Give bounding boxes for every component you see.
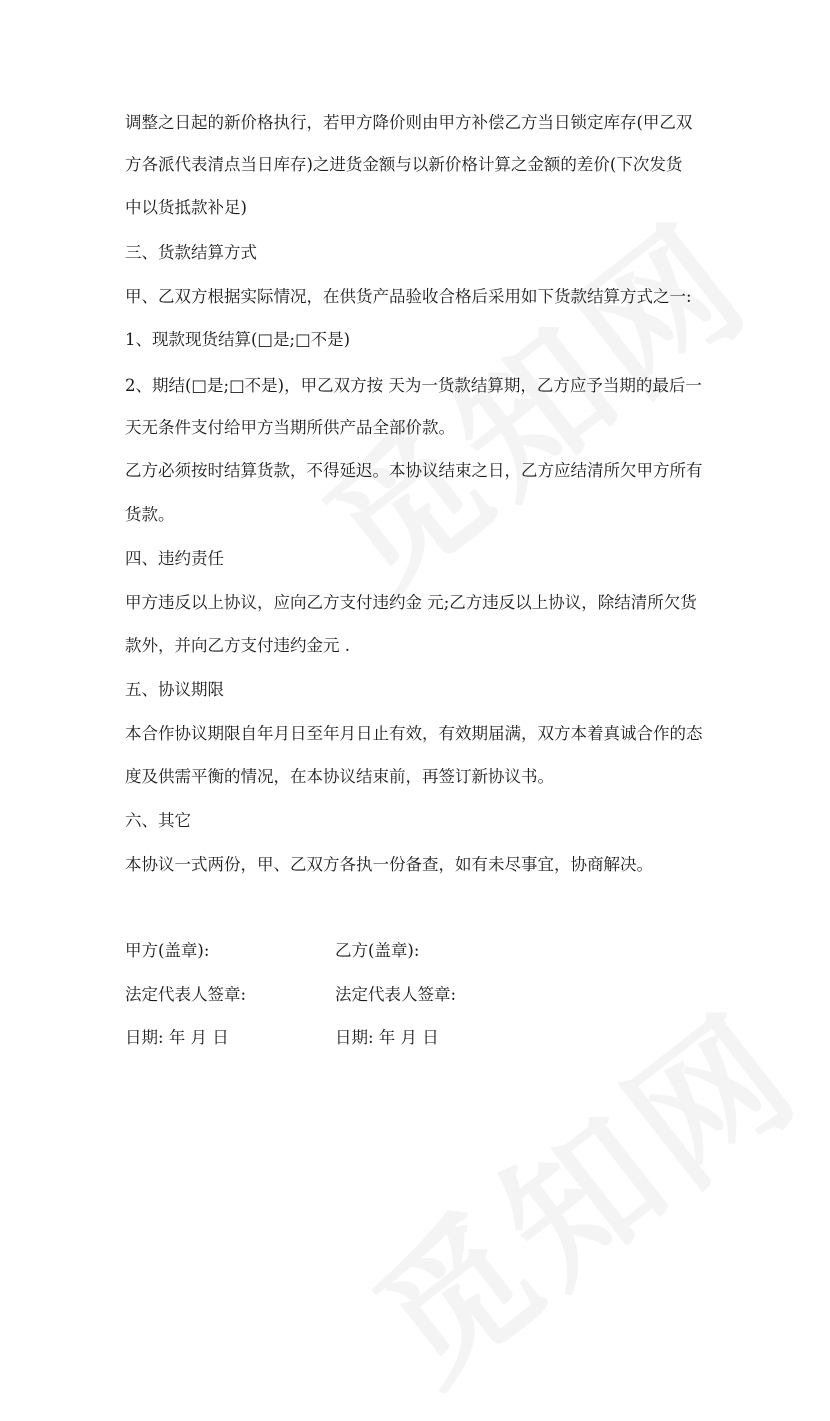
body-line: 乙方必须按时结算货款，不得延迟。本协议结束之日，乙方应结清所欠甲方所有 <box>125 461 703 480</box>
party-b-representative: 法定代表人签章: <box>335 985 457 1004</box>
section-heading: 五、协议期限 <box>125 680 224 699</box>
party-a-seal: 甲方(盖章): <box>125 941 210 960</box>
body-line: 货款。 <box>125 505 175 524</box>
watermark <box>274 165 785 631</box>
body-line: 天无条件支付给甲方当期所供产品全部价款。 <box>125 418 455 437</box>
party-b-date: 日期: 年 月 日 <box>335 1028 439 1047</box>
body-line: 度及供需平衡的情况，在本协议结束前，再签订新协议书。 <box>125 767 554 786</box>
body-line: 甲方违反以上协议，应向乙方支付违约金 元;乙方违反以上协议，除结清所欠货 <box>125 593 697 612</box>
section-heading: 三、货款结算方式 <box>125 243 257 262</box>
body-line: 中以货抵款补足) <box>125 198 247 217</box>
body-line: 本协议一式两份，甲、乙双方各执一份备查，如有未尽事宜，协商解决。 <box>125 855 653 874</box>
body-line: 款外，并向乙方支付违约金元 . <box>125 636 350 655</box>
body-line: 方各派代表清点当日库存)之进货金额与以新价格计算之金额的差价(下次发货 <box>125 155 683 174</box>
body-line: 甲、乙双方根据实际情况，在供货产品验收合格后采用如下货款结算方式之一: <box>125 287 692 306</box>
party-b-seal: 乙方(盖章): <box>335 941 420 960</box>
watermark <box>324 955 830 1421</box>
section-heading: 六、其它 <box>125 811 191 830</box>
body-line: 本合作协议期限自年月日至年月日止有效，有效期届满，双方本着真诚合作的态 <box>125 724 703 743</box>
party-a-date: 日期: 年 月 日 <box>125 1028 229 1047</box>
party-a-representative: 法定代表人签章: <box>125 985 247 1004</box>
body-line: 1、现款现货结算(□是;□不是) <box>125 330 351 349</box>
body-line: 2、期结(□是;□不是)，甲乙双方按 天为一货款结算期，乙方应予当期的最后一 <box>125 376 702 395</box>
body-line: 调整之日起的新价格执行，若甲方降价则由甲方补偿乙方当日锁定库存(甲乙双 <box>125 113 693 132</box>
section-heading: 四、违约责任 <box>125 549 224 568</box>
